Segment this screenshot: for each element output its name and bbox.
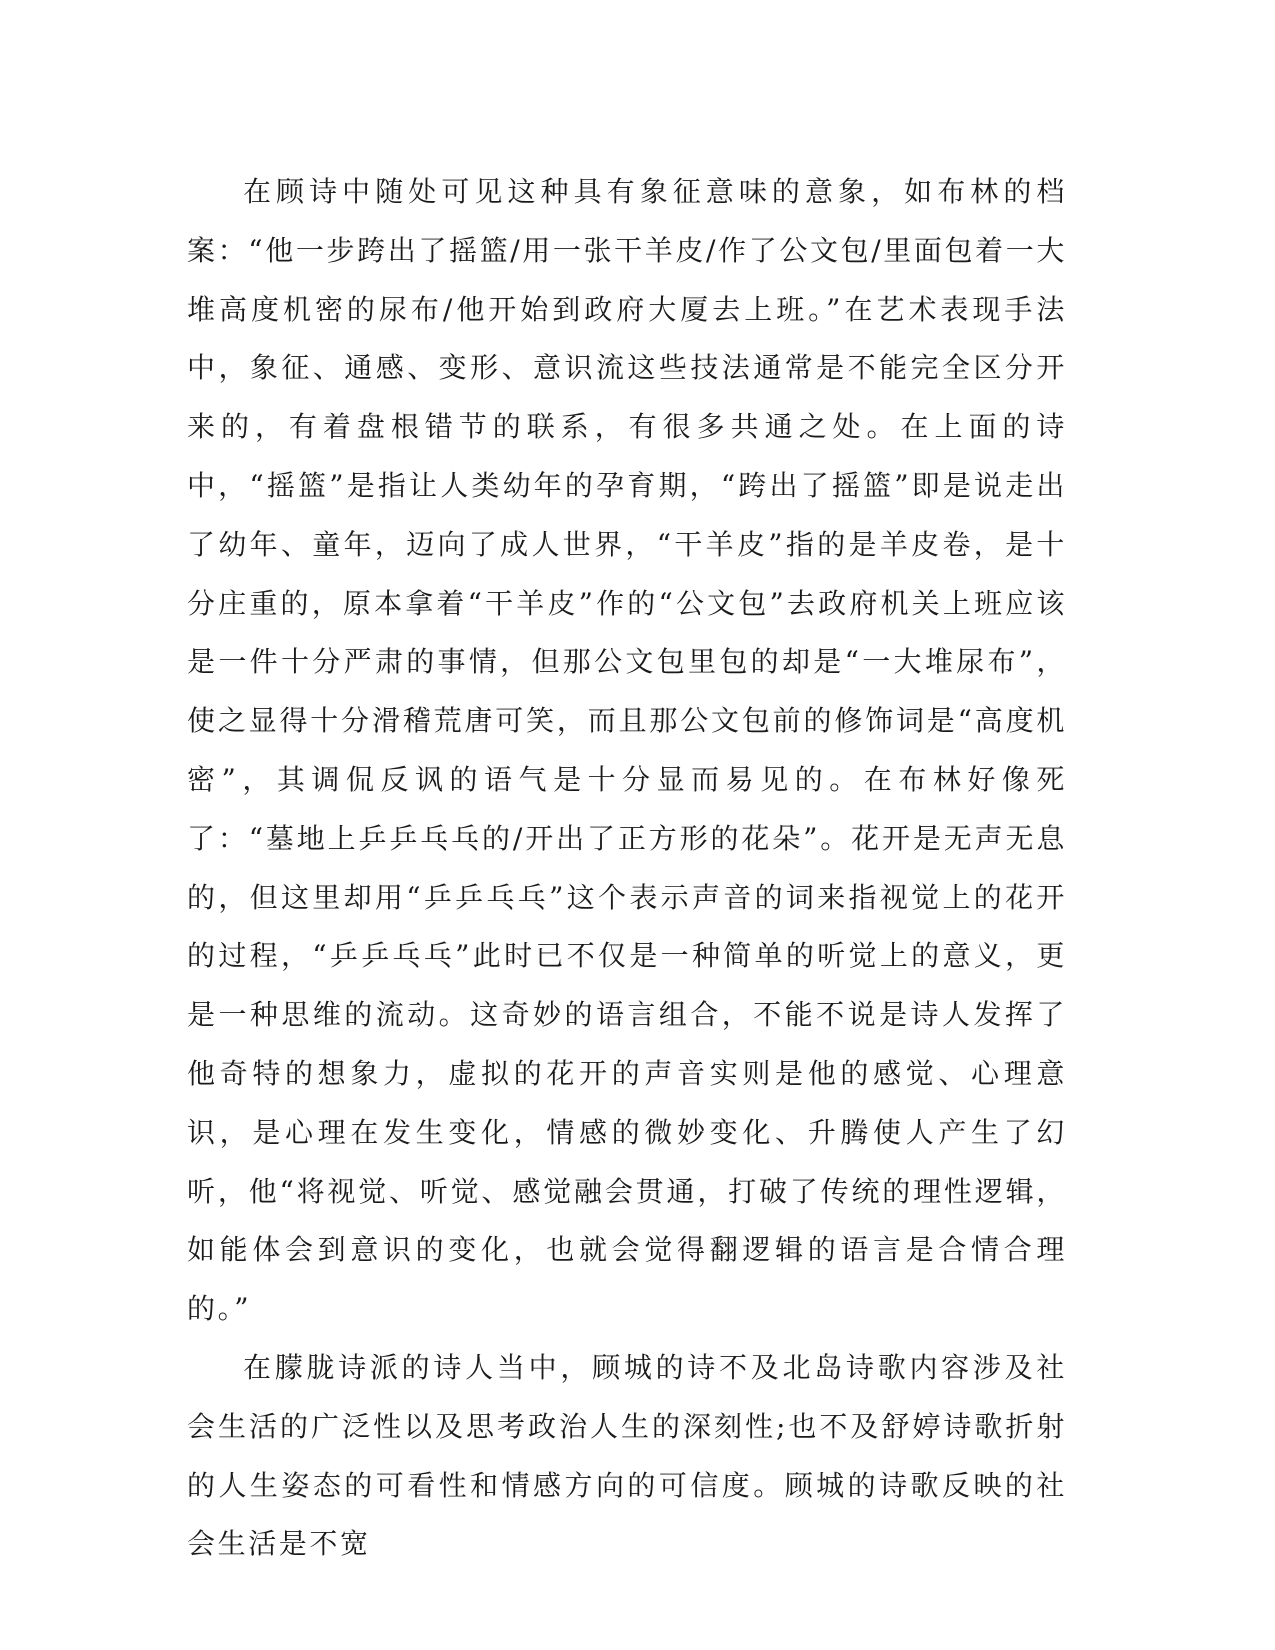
paragraph-2: 在朦胧诗派的诗人当中，顾城的诗不及北岛诗歌内容涉及社会生活的广泛性以及思考政治人生的深刻性;也不及舒婷诗歌折射的人生姿态的可看性和情感方向的可信度。顾城的诗歌反映的社会生活是不宽: [187, 1350, 1067, 1561]
body-text: [187, 163, 1067, 1574]
paragraph-1: 在顾诗中随处可见这种具有象征意味的意象，如布林的档案：“他一步跨出了摇篮/用一张干羊皮/作了公文包/里面包着一大堆高度机密的尿布/他开始到政府大厦去上班。”在艺术表现手法中，象征、通感、变形、意识流这些技法通常是不能完全区分开来的，有着盘根错节的联系，有很多共通之处。在上面的诗中，“摇篮”是指让人类幼年的孕育期，“跨出了摇篮”即是说走出了幼年、童年，迈向了成人世界，“干羊皮”指的是羊皮卷，是十分庄重的，原本拿着“干羊皮”作的“公文包”去政府机关上班应该是一件十分严肃的事情，但那公文包里包的却是“一大堆尿布”，使之显得十分滑稽荒唐可笑，而且那公文包前的修饰词是“高度机密”，其调侃反讽的语气是十分显而易见的。在布林好像死了：“墓地上乒乒乓乓的/开出了正方形的花朵”。花开是无声无息的，但这里却用“乒乒乓乓”这个表示声音的词来指视觉上的花开的过程，“乒乒乓乓”此时已不仅是一种简单的听觉上的意义，更是一种思维的流动。这奇妙的语言组合，不能不说是诗人发挥了他奇特的想象力，虚拟的花开的声音实则是他的感觉、心理意识，是心理在发生变化，情感的微妙变化、升腾使人产生了幻听，他“将视觉、听觉、感觉融会贯通，打破了传统的理性逻辑，如能体会到意识的变化，也就会觉得翻逻辑的语言是合情合理的。”: [187, 175, 1067, 1326]
